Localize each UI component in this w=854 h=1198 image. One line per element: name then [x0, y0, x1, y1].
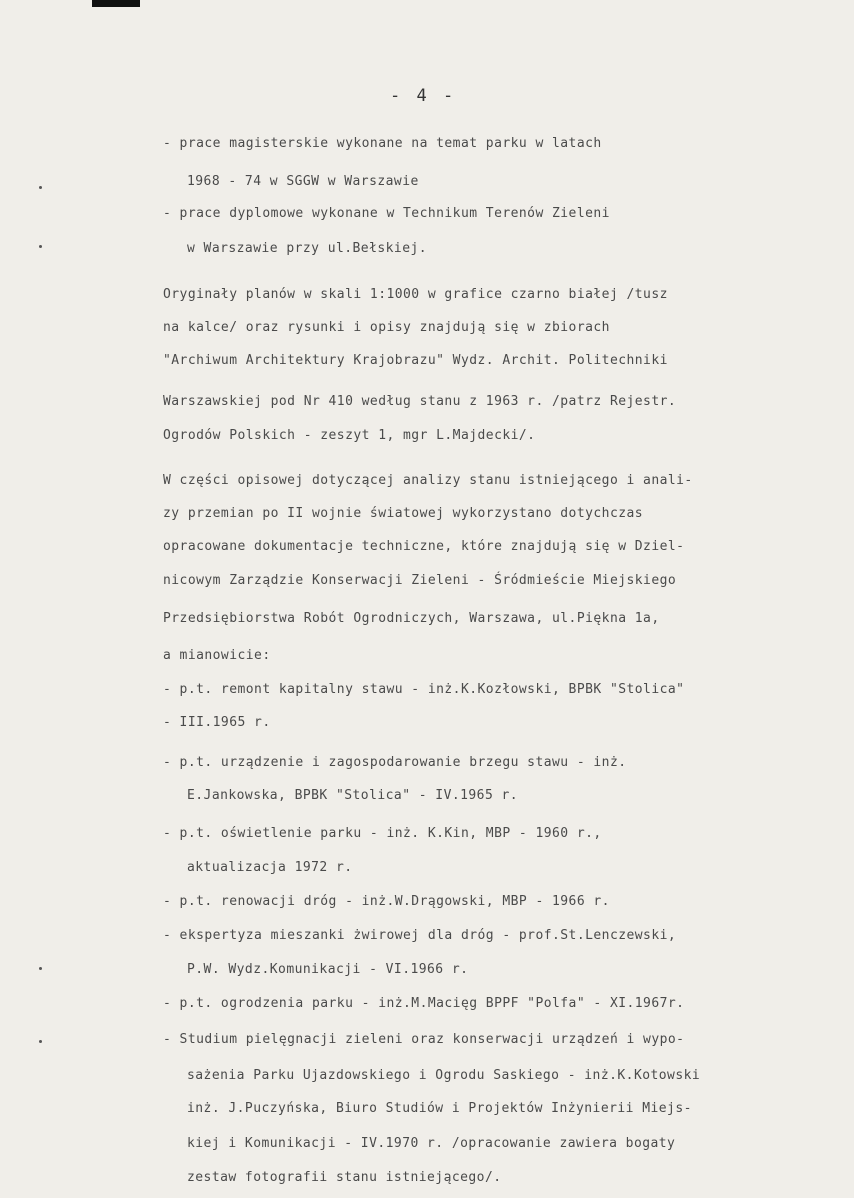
text-line: - p.t. urządzenie i zagospodarowanie brzegu stawu - inż.: [163, 755, 627, 770]
text-line: na kalce/ oraz rysunki i opisy znajdują się w zbiorach: [163, 320, 610, 335]
text-line: E.Jankowska, BPBK "Stolica" - IV.1965 r.: [187, 788, 519, 803]
text-line: Ogrodów Polskich - zeszyt 1, mgr L.Majdecki/.: [163, 428, 536, 443]
margin-dot: [39, 967, 42, 970]
text-line: - III.1965 r.: [163, 715, 271, 730]
text-line: - p.t. renowacji dróg - inż.W.Drągowski, MBP - 1966 r.: [163, 894, 610, 909]
text-line: 1968 - 74 w SGGW w Warszawie: [187, 174, 419, 189]
text-line: sażenia Parku Ujazdowskiego i Ogrodu Saskiego - inż.K.Kotowski: [187, 1068, 701, 1083]
text-line: w Warszawie przy ul.Bełskiej.: [187, 241, 428, 256]
text-line: a mianowicie:: [163, 648, 271, 663]
text-line: - ekspertyza mieszanki żwirowej dla dróg - prof.St.Lenczewski,: [163, 928, 677, 943]
text-line: aktualizacja 1972 r.: [187, 860, 353, 875]
text-line: nicowym Zarządzie Konserwacji Zieleni - Śródmieście Miejskiego: [163, 573, 677, 588]
corner-scan-mark: [92, 0, 140, 7]
text-line: - p.t. remont kapitalny stawu - inż.K.Kozłowski, BPBK "Stolica": [163, 682, 685, 697]
text-line: "Archiwum Architektury Krajobrazu" Wydz. Archit. Politechniki: [163, 353, 668, 368]
text-line: W części opisowej dotyczącej analizy stanu istniejącego i anali-: [163, 473, 693, 488]
margin-dot: [39, 245, 42, 248]
text-line: Warszawskiej pod Nr 410 według stanu z 1963 r. /patrz Rejestr.: [163, 394, 677, 409]
text-line: - p.t. ogrodzenia parku - inż.M.Macięg BPPF "Polfa" - XI.1967r.: [163, 996, 685, 1011]
text-line: - prace dyplomowe wykonane w Technikum Terenów Zieleni: [163, 206, 610, 221]
page-number: - 4 -: [390, 86, 457, 106]
text-line: inż. J.Puczyńska, Biuro Studiów i Projektów Inżynierii Miejs-: [187, 1101, 692, 1116]
margin-dot: [39, 186, 42, 189]
text-line: zy przemian po II wojnie światowej wykorzystano dotychczas: [163, 506, 644, 521]
margin-dot: [39, 1040, 42, 1043]
text-line: Oryginały planów w skali 1:1000 w grafice czarno białej /tusz: [163, 287, 668, 302]
text-line: kiej i Komunikacji - IV.1970 r. /opracowanie zawiera bogaty: [187, 1136, 676, 1151]
text-line: - Studium pielęgnacji zieleni oraz konserwacji urządzeń i wypo-: [163, 1032, 685, 1047]
text-line: Przedsiębiorstwa Robót Ogrodniczych, Warszawa, ul.Piękna 1a,: [163, 611, 660, 626]
text-line: - prace magisterskie wykonane na temat parku w latach: [163, 136, 602, 151]
text-line: opracowane dokumentacje techniczne, które znajdują się w Dziel-: [163, 539, 685, 554]
text-line: - p.t. oświetlenie parku - inż. K.Kin, MBP - 1960 r.,: [163, 826, 602, 841]
text-line: zestaw fotografii stanu istniejącego/.: [187, 1170, 502, 1185]
text-line: P.W. Wydz.Komunikacji - VI.1966 r.: [187, 962, 469, 977]
